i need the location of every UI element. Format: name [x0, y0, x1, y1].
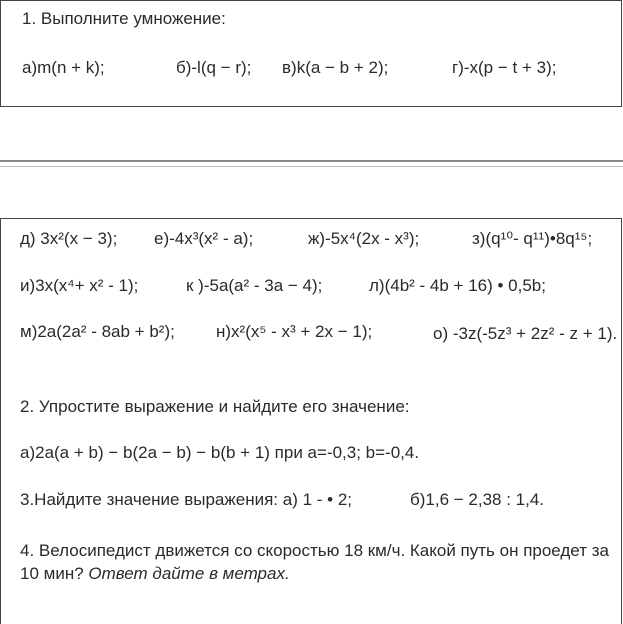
task1-item-v: в)k(a − b + 2); — [282, 58, 389, 77]
item-i: и)3x(x⁴+ x² - 1); — [20, 276, 139, 295]
divider-line — [0, 160, 623, 162]
task1-item-g: г)-x(p − t + 3); — [452, 58, 557, 77]
task4-text — [20, 539, 610, 585]
item-k: к )-5a(a² - 3a − 4); — [186, 276, 323, 295]
task2-expression: а)2a(a + b) − b(2a − b) − b(b + 1) при a=-0,3; b=-0,4. — [20, 443, 420, 462]
item-o-wrap — [20, 322, 618, 372]
task1-item-a: а)m(n + k); — [22, 58, 105, 77]
task1-title: 1. Выполните умножение: — [22, 9, 226, 28]
divider-line — [0, 166, 623, 167]
item-o: о) -3z(-5z³ + 2z² - z + 1). — [433, 324, 618, 343]
task4-question: 4. Велосипедист движется со скоростью 18 км/ч. Какой путь он проедет за 10 мин? — [20, 541, 609, 583]
task3-item-b: б)1,6 − 2,38 : 1,4. — [410, 490, 545, 509]
item-z: з)(q¹⁰- q¹¹)•8q¹⁵; — [472, 229, 593, 248]
item-n: н)x²(x⁵ - x³ + 2x − 1); — [216, 322, 373, 341]
task3-title: 3.Найдите значение выражения: а) 1 - • 2; — [20, 490, 353, 509]
task2-title: 2. Упростите выражение и найдите его значение: — [20, 397, 410, 416]
item-l: л)(4b² - 4b + 16) • 0,5b; — [369, 276, 546, 295]
item-m: м)2a(2a² - 8ab + b²); — [20, 322, 175, 341]
task1-item-b: б)-l(q − r); — [176, 58, 252, 77]
item-d: д) 3x²(x − 3); — [20, 229, 118, 248]
item-e: е)-4x³(x² - a); — [154, 229, 254, 248]
item-zh: ж)-5x⁴(2x - x³); — [308, 229, 420, 248]
task4-answer-note: Ответ дайте в метрах. — [88, 564, 290, 583]
